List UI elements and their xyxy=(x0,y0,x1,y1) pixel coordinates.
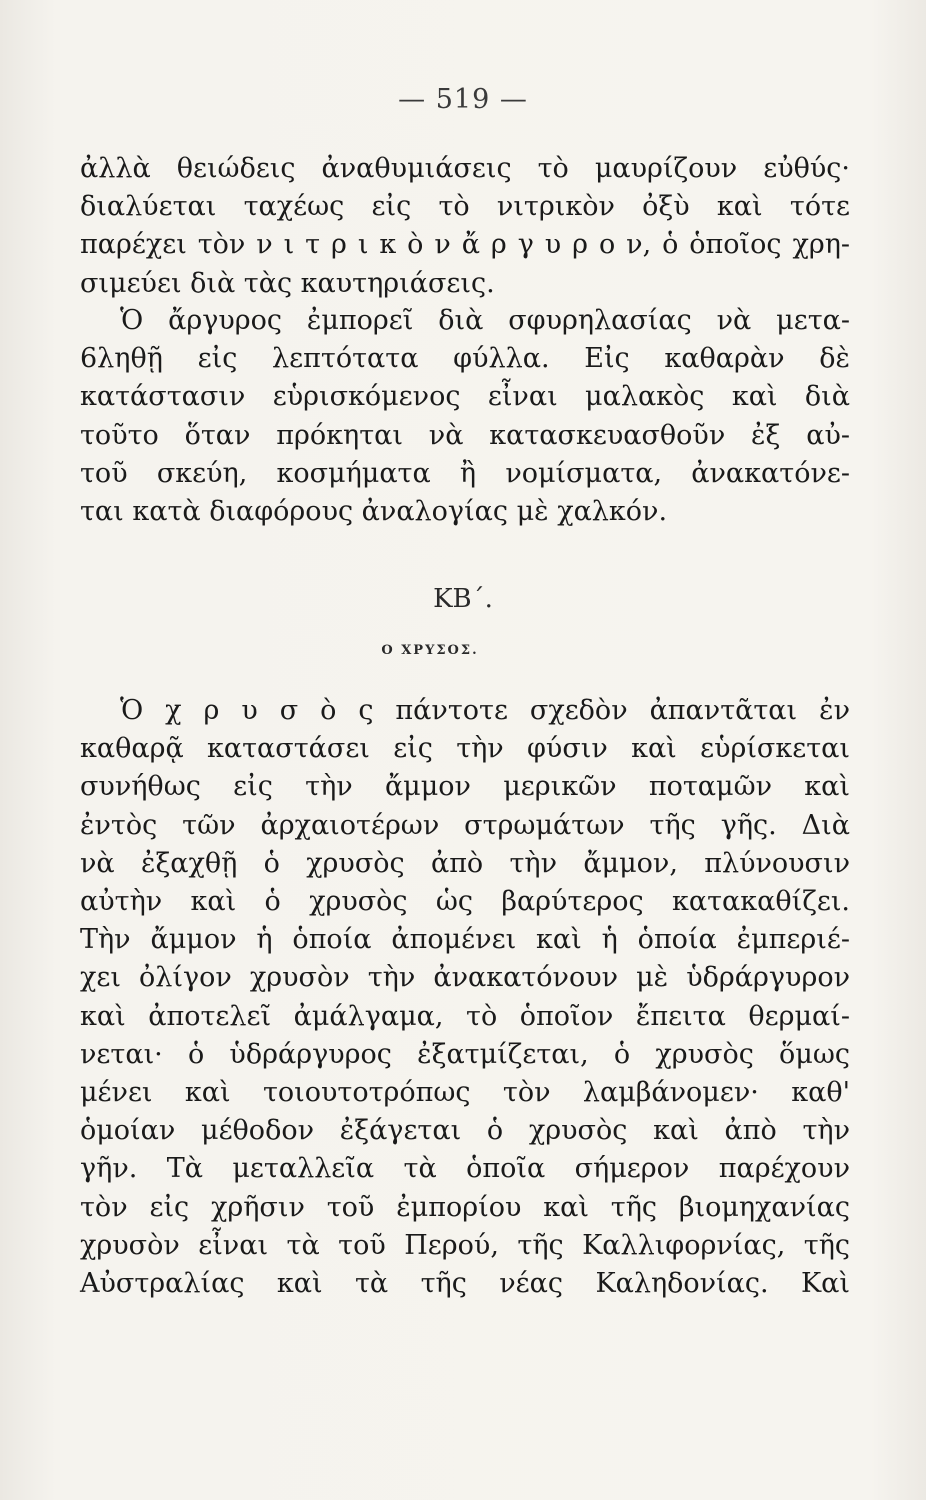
text-line: παρέχει τὸν ν ι τ ρ ι κ ὸ ν ἄ ρ γ υ ρ ο ν, ὁ ὁποῖος χρη- xyxy=(80,229,850,261)
text-line: 6ληθῇ εἰς λεπτότατα φύλλα. Εἰς καθαρὰν δὲ xyxy=(80,343,850,375)
text-line: χει ὀλίγον χρυσὸν τὴν ἀνακατόνουν μὲ ὑδράργυρον xyxy=(80,962,850,994)
text-line: καὶ ἀποτελεῖ ἀμάλγαμα, τὸ ὁποῖον ἔπειτα θερμαί- xyxy=(80,1000,850,1032)
text-line: νεται· ὁ ὑδράργυρος ἐξατμίζεται, ὁ χρυσὸς ὅμως xyxy=(80,1038,850,1070)
text-line: συνήθως εἰς τὴν ἄμμον μερικῶν ποταμῶν καὶ xyxy=(80,771,850,803)
chapter-heading: ΚΒ΄. xyxy=(433,584,493,614)
text-line: ὁμοίαν μέθοδον ἐξάγεται ὁ χρυσὸς καὶ ἀπὸ τὴν xyxy=(80,1115,850,1147)
paragraph-3 xyxy=(80,692,850,1303)
text-line: ται κατὰ διαφόρους ἀναλογίας μὲ χαλκόν. xyxy=(80,496,668,528)
text-line: Ὁ ἄργυρος ἐμπορεῖ διὰ σφυρηλασίας νὰ μετα- xyxy=(120,305,850,336)
text-line: τοῦ σκεύη, κοσμήματα ἢ νομίσματα, ἀνακατόνε- xyxy=(80,457,850,489)
section-title: Ο ΧΡΥΣΟΣ. xyxy=(381,643,479,658)
text-line: κατάστασιν εὑρισκόμενος εἶναι μαλακὸς καὶ διὰ xyxy=(80,381,850,413)
text-line: ἐντὸς τῶν ἀρχαιοτέρων στρωμάτων τῆς γῆς. Διὰ xyxy=(80,809,850,841)
text-line: χρυσὸν εἶναι τὰ τοῦ Περού, τῆς Καλλιφορνίας, τῆς xyxy=(80,1229,850,1261)
text-line: γῆν. Τὰ μεταλλεῖα τὰ ὁποῖα σήμερον παρέχουν xyxy=(80,1153,850,1185)
text-line: διαλύεται ταχέως εἰς τὸ νιτρικὸν ὀξὺ καὶ τότε xyxy=(80,191,850,223)
text-line: τοῦτο ὅταν πρόκηται νὰ κατασκευασθοῦν ἐξ αὐ- xyxy=(80,419,850,451)
text-line: καθαρᾷ καταστάσει εἰς τὴν φύσιν καὶ εὑρίσκεται xyxy=(80,733,850,765)
text-line: νὰ ἐξαχθῇ ὁ χρυσὸς ἀπὸ τὴν ἄμμον, πλύνουσιν xyxy=(80,847,850,879)
text-line: τὸν εἰς χρῆσιν τοῦ ἐμπορίου καὶ τῆς βιομηχανίας xyxy=(80,1191,850,1223)
text-line: αὐτὴν καὶ ὁ χρυσὸς ὡς βαρύτερος κατακαθίζει. xyxy=(80,886,850,918)
text-line: σιμεύει διὰ τὰς καυτηριάσεις. xyxy=(80,267,495,299)
paragraph-1 xyxy=(80,150,850,303)
page-number: — 519 — xyxy=(398,84,528,115)
text-line: Τὴν ἄμμον ἡ ὁποία ἀπομένει καὶ ἡ ὁποία ἐμπεριέ- xyxy=(80,924,850,956)
text-line: Αὐστραλίας καὶ τὰ τῆς νέας Καληδονίας. Καὶ xyxy=(80,1268,850,1300)
text-line: μένει καὶ τοιουτοτρόπως τὸν λαμβάνομεν· καθ' xyxy=(80,1077,850,1109)
text-line: Ὁ χ ρ υ σ ὸ ς πάντοτε σχεδὸν ἀπαντᾶται ἐν xyxy=(120,695,850,726)
paragraph-2 xyxy=(80,302,850,531)
text-line: ἀλλὰ θειώδεις ἀναθυμιάσεις τὸ μαυρίζουν εὐθύς· xyxy=(80,153,850,184)
